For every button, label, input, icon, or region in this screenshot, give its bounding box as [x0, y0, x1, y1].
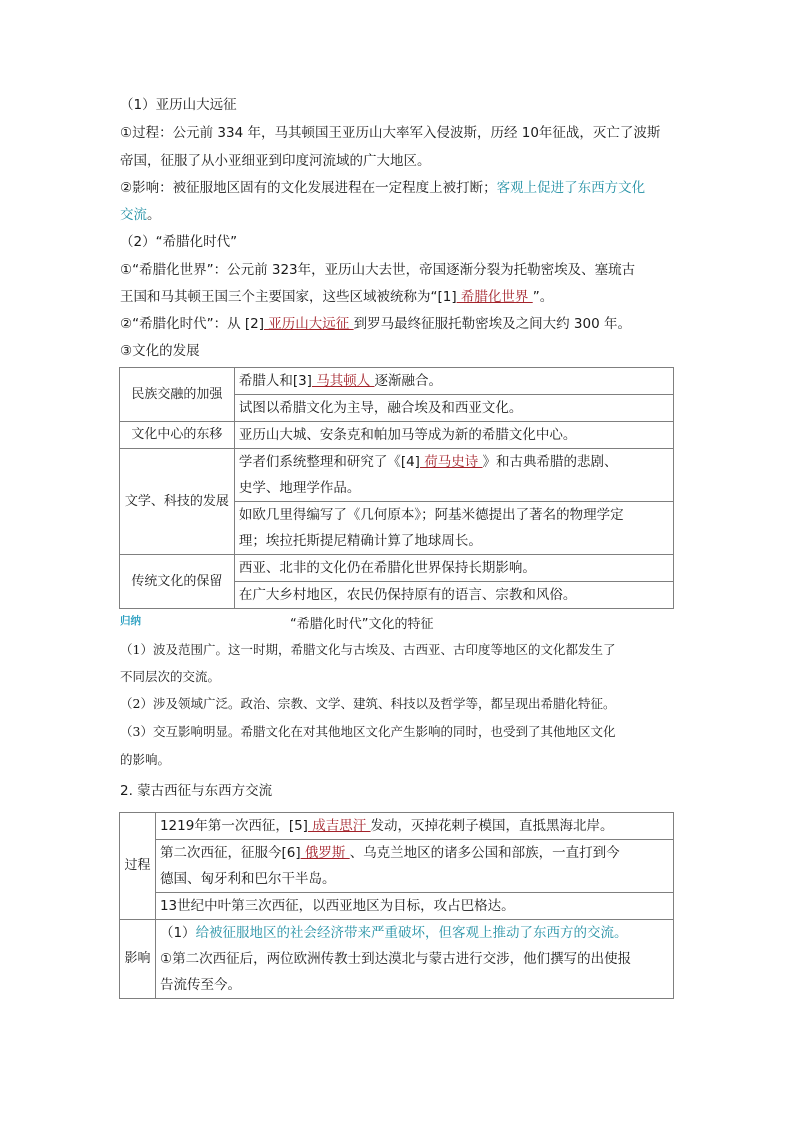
campaign-2-end: 、乌克兰地区的诸多公国和部族，一直打到今 — [349, 845, 620, 861]
science-b-1: 如欧几里得编写了《几何原本》；阿基米德提出了著名的物理学定 — [238, 507, 624, 523]
culture-table — [119, 367, 674, 609]
impact-highlight-3: 给被征服地区的社会经济带来严重破坏，但客观上推动了东西方的交流。 — [195, 925, 628, 941]
era-text-b: 到罗马最终征服托勒密埃及之间大约 300 年。 — [353, 316, 631, 332]
impact-head: 影响 — [120, 920, 156, 999]
answer-3: 马其顿人 — [311, 373, 375, 389]
impact-detail-1: ①第二次西征后，两位欧洲传教士到达漠北与蒙古进行交涉，他们撰写的出使报 — [159, 951, 632, 967]
row-head-center: 文化中心的东移 — [120, 422, 235, 449]
science-cell-b — [234, 502, 673, 555]
campaign-2 — [155, 840, 673, 893]
row-head-tradition: 传统文化的保留 — [120, 555, 235, 609]
science-b-2: 理；埃拉托斯提尼精确计算了地球周长。 — [238, 533, 482, 549]
tradition-cell-b: 在广大乡村地区，农民仍保持原有的语言、宗教和风俗。 — [234, 582, 673, 609]
summary-title: “希腊化时代”文化的特征 — [290, 617, 434, 632]
summary-p3a: （3）交互影响明显。希腊文化在对其他地区文化产生影响的同时，也受到了其他地区文化 — [120, 724, 616, 739]
campaign-1-text: 1219年第一次西征，[5] — [159, 818, 308, 834]
impact-cell — [155, 920, 673, 999]
tradition-cell-a: 西亚、北非的文化仍在希腊化世界保持长期影响。 — [234, 555, 673, 582]
answer-1: 希腊化世界 — [456, 289, 533, 305]
section-2-title: （2）“希腊化时代” — [120, 234, 238, 250]
section-3-title: 2. 蒙古西征与东西方交流 — [120, 783, 273, 799]
summary-tag: 归纳 — [120, 615, 141, 627]
world-line-2 — [120, 287, 553, 307]
campaign-1 — [155, 813, 673, 840]
ethnic-cell-a — [234, 368, 673, 395]
ethnic-cell-b: 试图以希腊文化为主导，融合埃及和西亚文化。 — [234, 395, 673, 422]
world-line-1: ①“希腊化世界”：公元前 323年，亚历山大去世，帝国逐渐分裂为托勒密埃及、塞琉古 — [120, 262, 636, 278]
campaign-3: 13世纪中叶第三次西征，以西亚地区为目标，攻占巴格达。 — [155, 893, 673, 920]
summary-p2: （2）涉及领域广泛。政治、宗教、文学、建筑、科技以及哲学等，都呈现出希腊化特征。 — [120, 696, 616, 711]
impact-detail-2: 告流传至今。 — [159, 977, 241, 993]
answer-6: 俄罗斯 — [300, 845, 350, 861]
campaign-1-end: 发动，灭掉花剌子模国，直抵黑海北岸。 — [370, 818, 614, 834]
impact-end: 。 — [147, 207, 161, 223]
section-1-title: （1）亚历山大远征 — [120, 97, 237, 113]
science-text: 学者们系统整理和研究了《[4] — [238, 454, 420, 470]
science-cell-a — [234, 449, 673, 502]
answer-5: 成吉思汗 — [307, 818, 371, 834]
mongol-table — [119, 812, 674, 999]
process-line-2: 帝国，征服了从小亚细亚到印度河流域的广大地区。 — [120, 153, 431, 169]
impact-line-1 — [120, 178, 645, 198]
campaign-2-text: 第二次西征，征服今[6] — [159, 845, 301, 861]
summary-p3b: 的影响。 — [120, 752, 171, 767]
impact-highlight: 客观上促进了东西方文化 — [496, 180, 646, 196]
row-head-ethnic: 民族交融的加强 — [120, 368, 235, 422]
era-line — [120, 314, 631, 334]
impact-num: （1） — [159, 925, 196, 941]
summary-p1b: 不同层次的交流。 — [120, 669, 221, 684]
answer-4: 荷马史诗 — [419, 454, 483, 470]
world-text: 王国和马其顿王国三个主要国家，这些区域被统称为“[1] — [120, 289, 457, 305]
process-line-1: ①过程：公元前 334 年，马其顿国王亚历山大率军入侵波斯，历经 10年征战，灭亡了波斯 — [120, 125, 661, 141]
process-head: 过程 — [120, 813, 156, 920]
science-text-end: 》和古典希腊的悲剧、 — [482, 454, 618, 470]
culture-dev-title: ③文化的发展 — [120, 343, 200, 359]
impact-highlight-2: 交流 — [120, 207, 147, 223]
ethnic-text: 希腊人和[3] — [238, 373, 312, 389]
world-end: ”。 — [532, 289, 554, 305]
row-head-science: 文学、科技的发展 — [120, 449, 235, 555]
impact-line-2 — [120, 205, 161, 225]
campaign-2-line-2: 德国、匈牙利和巴尔干半岛。 — [159, 871, 336, 887]
answer-2: 亚历山大远征 — [264, 316, 354, 332]
ethnic-text-end: 逐渐融合。 — [374, 373, 443, 389]
summary-p1a: （1）波及范围广。这一时期，希腊文化与古埃及、古西亚、古印度等地区的文化都发生了 — [120, 642, 616, 657]
science-text-2: 史学、地理学作品。 — [238, 480, 361, 496]
impact-text: ②影响：被征服地区固有的文化发展进程在一定程度上被打断； — [120, 180, 497, 196]
center-cell: 亚历山大城、安条克和帕加马等成为新的希腊文化中心。 — [234, 422, 673, 449]
era-text-a: ②“希腊化时代”：从 [2] — [120, 316, 265, 332]
